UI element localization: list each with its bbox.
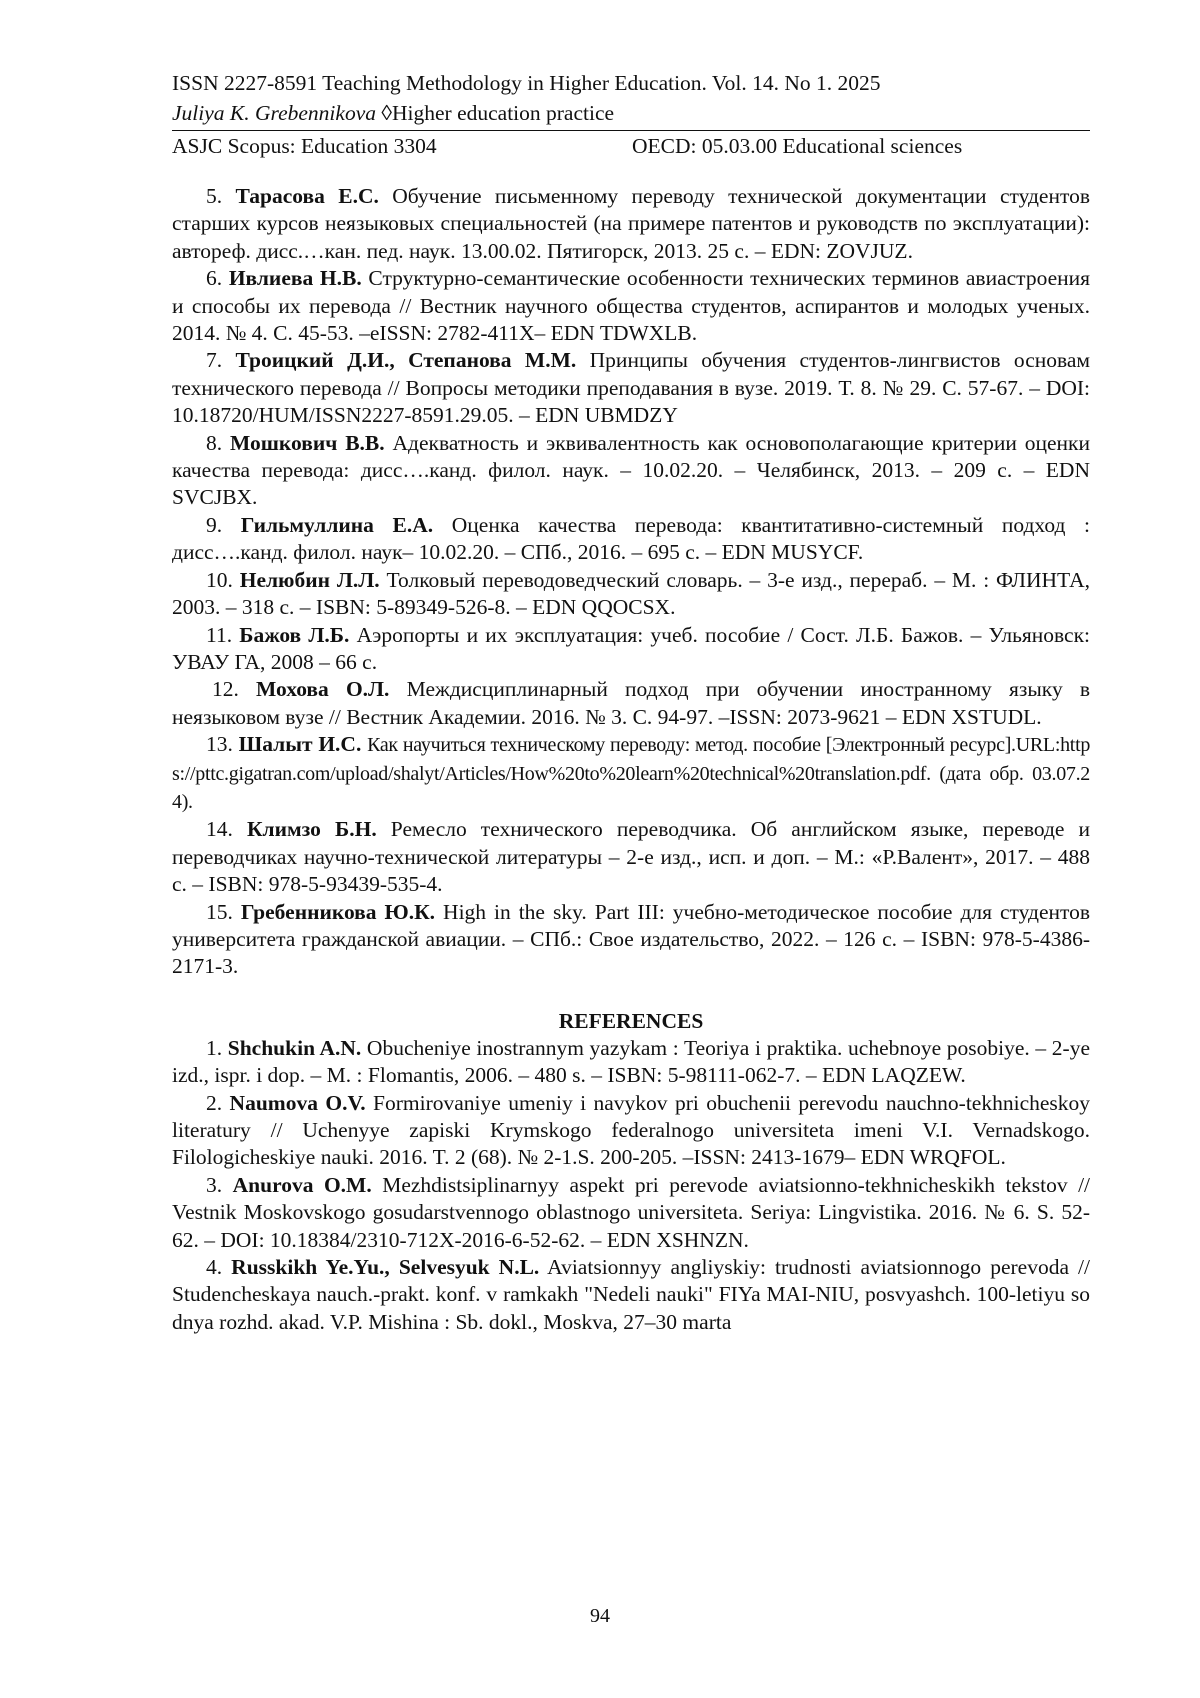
- page-number: 94: [590, 1605, 610, 1627]
- ref-author: Климзо Б.Н.: [246, 817, 377, 842]
- reference-item: [172, 347, 1090, 429]
- ref-number: 7.: [206, 348, 223, 373]
- ref-author: Ивлиева Н.В.: [228, 266, 362, 291]
- ref-text: High in the sky. Part III: учебно-методическое пособие для студентов университета гражданской авиации. – СПб.: Свое издательство, 2022. – 126 с. – ISBN: 978-5-4386-2171-3.: [172, 899, 1091, 979]
- ref-number: 12.: [212, 677, 239, 702]
- ref-author: Russkikh Ye.Yu., Selvesyuk N.L.: [231, 1255, 540, 1280]
- ref-text: Aviatsionnyy angliyskiy: trudnosti aviatsionnogo perevoda // Studencheskaya nauch.-prakt. konf. v ramkakh "Nedeli nauki" FIYa MAI-NIU, posvyashch. 100-letiyu so dnya rozhd. akad. V.P. Mishina : Sb. dokl., Moskva, 27–30 marta: [172, 1255, 1090, 1334]
- ref-author: Naumova O.V.: [229, 1090, 366, 1115]
- ref-text: Адекватность и эквивалентность как основополагающие критерии оценки качества перевода: дисс….канд. филол. наук. – 10.02.20. – Челябинск, 2013. – 209 с. – EDN SVCJBX.: [172, 430, 1090, 510]
- ref-text: Оценка качества перевода: квантитативно-системный подход : дисс….канд. филол. наук– 10.02.20. – СПб., 2016. – 695 с. – EDN MUSYCF.: [172, 512, 1091, 565]
- ref-author: Бажов Л.Б.: [239, 622, 350, 647]
- reference-item: [172, 567, 1090, 622]
- ref-number: 10.: [206, 567, 233, 592]
- reference-item: [172, 1035, 1090, 1090]
- reference-item: [172, 731, 1090, 816]
- ref-text: Междисциплинарный подход при обучении иностранному языку в неязыковом вузе // Вестник Академии. 2016. № 3. С. 94-97. –ISSN: 2073-9621 – EDN XSTUDL.: [172, 677, 1091, 729]
- ref-author: Нелюбин Л.Л.: [239, 567, 380, 592]
- reference-list-ru: [172, 183, 1090, 981]
- ref-number: 15.: [206, 899, 233, 924]
- ref-author: Shchukin A.N.: [227, 1035, 362, 1060]
- ref-number: 8.: [206, 430, 223, 455]
- ref-number: 4.: [206, 1255, 223, 1280]
- ref-author: Троицкий Д.И., Степанова М.М.: [235, 348, 577, 373]
- ref-number: 5.: [206, 184, 223, 208]
- ref-author: Anurova O.M.: [232, 1172, 372, 1197]
- ref-text: Obucheniye inostrannym yazykam : Teoriya i praktika. uchebnoye posobiye. – 2-ye izd., ispr. i dop. – M. : Flomantis, 2006. – 480 s. – ISBN: 5-98111-062-7. – EDN LAQZEW.: [172, 1035, 1091, 1088]
- ref-text: Толковый переводоведческий словарь. – 3-е изд., перераб. – М. : ФЛИНТА, 2003. – 318 с. – ISBN: 5-89349-526-8. – EDN QQOCSX.: [172, 567, 1091, 620]
- reference-item: [172, 899, 1090, 981]
- ref-number: 9.: [206, 512, 223, 537]
- reference-item: [172, 183, 1090, 265]
- ref-text: Formirovaniye umeniy i navykov pri obuchenii perevodu nauchno-tekhnicheskoy literatury // Uchenyye zapiski Krymskogo federalnogo universiteta imeni V.I. Vernadskogo. Filologicheskiye nauki. 2016. T. 2 (68). № 2-1.S. 200-205. –ISSN: 2413-1679– EDN WRQFOL.: [172, 1090, 1091, 1170]
- ref-number: 13.: [206, 732, 233, 757]
- ref-number: 11.: [206, 622, 233, 647]
- ref-text: Обучение письменному переводу технической документации студентов старших курсов неязыковых специальностей (на примере патентов и руководств по эксплуатации): автореф. дисс.…кан. пед. наук. 13.00.02. Пятигорск, 2013. 25 с. – EDN: ZOVJUZ.: [172, 184, 1090, 263]
- ref-text: Аэропорты и их эксплуатация: учеб. пособие / Сост. Л.Б. Бажов. – Ульяновск: УВАУ ГА, 2008 – 66 с.: [172, 622, 1091, 674]
- reference-item: [172, 622, 1090, 677]
- ref-text: Mezhdistsiplinarnyy aspekt pri perevode aviatsionno-tekhnicheskikh tekstov // Vestnik Moskovskogo gosudarstvennogo oblastnogo universiteta. Seriya: Lingvistika. 2016. № 6. S. 52-62. – DOI: 10.18384/2310-712X-2016-6-52-62. – EDN XSHNZN.: [172, 1172, 1091, 1252]
- author-section-line: [172, 98, 1090, 128]
- ref-number: 14.: [206, 817, 233, 842]
- ref-author: Гребенникова Ю.К.: [240, 899, 436, 924]
- ref-text: Структурно-семантические особенности технических терминов авиастроения и способы их перевода // Вестник научного общества студентов, аспирантов и молодых ученых. 2014. № 4. С. 45-53. –eISSN: 2782-411X– EDN TDWXLB.: [172, 266, 1091, 346]
- reference-item: [172, 512, 1090, 567]
- asjc-code: ASJC Scopus: Education 3304: [172, 134, 437, 158]
- ref-number: 1.: [206, 1035, 223, 1060]
- header-author: Juliya K. Grebennikova: [172, 101, 376, 125]
- journal-line: ISSN 2227-8591 Teaching Methodology in Higher Education. Vol. 14. No 1. 2025: [172, 71, 881, 95]
- ref-author: Тарасова Е.С.: [235, 184, 379, 208]
- ref-author: Шалыт И.С.: [238, 732, 362, 757]
- ref-text: Как научиться техническому переводу: метод. пособие [Электронный ресурс].URL:https://pttc.gigatran.com/upload/shalyt/Articles/How%20to%20learn%20technical%20translation.pdf. (дата обр. 03.07.24).: [172, 734, 1091, 813]
- reference-item: [172, 1090, 1090, 1172]
- references-heading: REFERENCES: [558, 1008, 704, 1033]
- ref-text: Ремесло технического переводчика. Об английском языке, переводе и переводчиках научно-технической литературы – 2-е изд., исп. и доп. – М.: «Р.Валент», 2017. – 488 с. – ISBN: 978-5-93439-535-4.: [172, 817, 1091, 897]
- reference-item: [172, 676, 1090, 731]
- header-section: Higher education practice: [392, 101, 615, 125]
- reference-item: [172, 1254, 1090, 1336]
- classification-row: [172, 131, 1090, 161]
- header-separator: ◊: [381, 101, 392, 125]
- reference-item: [172, 265, 1090, 347]
- ref-author: Мохова О.Л.: [256, 677, 390, 702]
- ref-author: Гильмуллина Е.А.: [240, 512, 434, 537]
- running-header: [172, 68, 1090, 161]
- ref-author: Мошкович В.В.: [230, 430, 385, 455]
- page: [172, 68, 1090, 1336]
- reference-item: [172, 1172, 1090, 1254]
- reference-item: [172, 816, 1090, 898]
- reference-item: [172, 430, 1090, 512]
- ref-number: 2.: [206, 1090, 223, 1115]
- ref-number: 6.: [206, 266, 223, 291]
- reference-list-en: [172, 1035, 1090, 1336]
- ref-text: Принципы обучения студентов-лингвистов основам технического перевода // Вопросы методики преподавания в вузе. 2019. Т. 8. № 29. С. 57-67. – DOI: 10.18720/HUM/ISSN2227-8591.29.05. – EDN UBMDZY: [172, 348, 1091, 428]
- ref-number: 3.: [206, 1172, 223, 1197]
- oecd-code: OECD: 05.03.00 Educational sciences: [632, 134, 963, 158]
